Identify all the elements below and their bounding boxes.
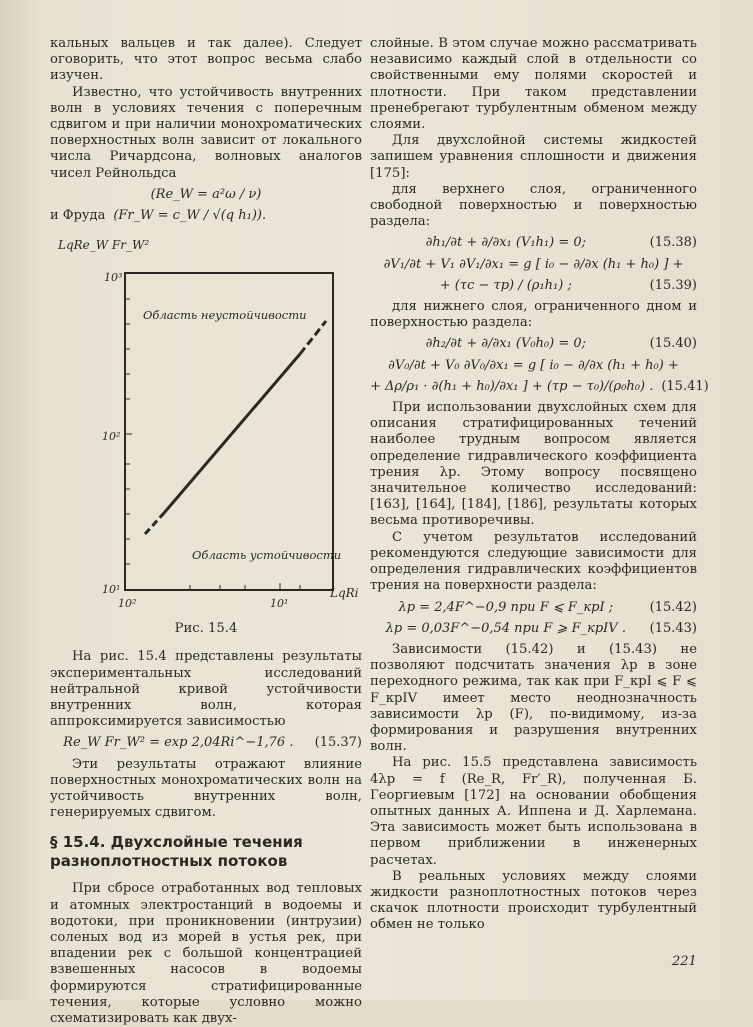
paragraph: Известно, что устойчивость внутренних волн в условиях течения с поперечным сдвигом и при наличии монохроматических поверхностных волн зависит от локального числа Ричардсона, волновых аналогов чисел Рейнольдса	[50, 84, 362, 181]
y-tick-label: 10³	[104, 271, 123, 285]
paragraph: Эти результаты отражают влияние поверхностных монохроматических волн на устойчивость внутренних волн, генерируемых сдвигом.	[50, 756, 362, 821]
equation-body: ∂V₁/∂t + V₁ ∂V₁/∂x₁ = g [ i₀ − ∂/∂x (h₁ + h₀) ] +	[383, 256, 684, 272]
equation	[50, 735, 362, 751]
equation-body: ∂h₂/∂t + ∂/∂x₁ (V₀h₀) = 0;	[425, 336, 587, 352]
equation-body: (Re_W = a²ω / ν)	[150, 186, 262, 202]
equation-body: ∂V₀/∂t + V₀ ∂V₀/∂x₁ = g [ i₀ − ∂/∂x (h₁ + h₀) +	[388, 357, 679, 373]
equation	[370, 336, 697, 352]
figure-caption: Рис. 15.4	[174, 621, 238, 637]
x-minor-ticks	[190, 583, 300, 590]
equation-number: (15.43)	[649, 620, 697, 636]
y-tick-label: 10¹	[102, 583, 121, 597]
stable-region-label: Область устойчивости	[192, 548, 342, 563]
paragraph: для верхнего слоя, ограниченного свободной поверхностью и поверхностью раздела:	[370, 181, 697, 230]
neutral-curve	[164, 354, 300, 513]
equation	[370, 235, 697, 251]
equation-body: λр = 0,03F^−0,54 при F ⩾ F_крIV .	[385, 620, 626, 636]
stability-chart	[50, 229, 362, 649]
equation-number: (15.39)	[649, 277, 697, 293]
y-axis-label: LqRe_W Fr_W²	[58, 238, 150, 253]
left-column	[50, 36, 362, 1027]
paragraph: При сбросе отработанных вод тепловых и атомных электростанций в водоемы и водотоки, при проникновении (интрузии) соленых вод из морей в устья рек, при впадении рек с большой концентрацией взвешенных насосов в водоемы формируются стратифицированные течения, которые условно можно схематизировать как двух-	[50, 881, 362, 1027]
equation-body: + Δρ/ρ₁ · ∂(h₁ + h₀)/∂x₁ ] + (τр − τ₀)/(ρ₀h₀) .	[370, 378, 654, 394]
equation-number: (15.40)	[649, 336, 697, 352]
x-tick-label: 10¹	[270, 597, 289, 611]
equation-body: λр = 2,4F^−0,9 при F ⩽ F_крI ;	[398, 599, 614, 615]
paragraph: На рис. 15.5 представлена зависимость 4λр = f (Re_R, Fr′_R), полученная Б. Георгиевым [172] на основании обобщения опытных данных А. Иппена и Д. Харлемана. Эта зависимость может быть использована в первом приближении в инженерных расчетах.	[370, 755, 697, 868]
equation-body: ∂h₁/∂t + ∂/∂x₁ (V₁h₁) = 0;	[425, 235, 587, 251]
equation	[370, 600, 697, 616]
equation-number: (15.38)	[649, 235, 697, 251]
unstable-region-label: Область неустойчивости	[143, 308, 307, 323]
equation-intro: и Фруда	[50, 208, 106, 224]
equation-body: Re_W Fr_W² = exp 2,04Ri^−1,76 .	[63, 735, 294, 751]
paragraph: В реальных условиях между слоями жидкости разноплотностных потоков через скачок плотности происходит турбулентный обмен не только	[370, 868, 697, 933]
neutral-curve-dashed	[145, 513, 164, 534]
equation	[370, 257, 697, 273]
equation-body: + (τc − τр) / (ρ₁h₁) ;	[439, 277, 572, 293]
paragraph: Зависимости (15.42) и (15.43) не позволяют подсчитать значения λр в зоне переходного режима, так как при F_крI ⩽ F ⩽ F_крIV имеет место неоднозначность зависимости λр (F), по-видимому, из-за формирования и разрушения внутренних волн.	[370, 641, 697, 755]
paragraph: На рис. 15.4 представлены результаты экспериментальных исследований нейтральной кривой устойчивости внутренних волн, которая аппроксимируется зависимостью	[50, 649, 362, 730]
x-tick-label: 10²	[118, 597, 137, 611]
paragraph: слойные. В этом случае можно рассматривать независимо каждый слой в отдельности со свойственными ему полями скоростей и плотности. При таком представлении пренебрегают турбулентным обменом между слоями.	[370, 36, 697, 133]
paragraph: Для двухслойной системы жидкостей запишем уравнения сплошности и движения [175]:	[370, 133, 697, 181]
paragraph: для нижнего слоя, ограниченного дном и поверхностью раздела:	[370, 299, 697, 331]
right-column	[370, 36, 709, 934]
section-heading: § 15.4. Двухслойные течения разноплотностных потоков	[50, 833, 303, 871]
page-number: 221	[672, 954, 697, 969]
neutral-curve-dashed	[300, 321, 326, 354]
y-tick-label: 10²	[102, 430, 121, 444]
equation-body: (Fr_W = c_W / √(q h₁)).	[113, 208, 267, 224]
equation	[50, 208, 362, 224]
x-axis-label: LqRi	[330, 586, 359, 601]
equation-number: (15.37)	[314, 735, 362, 751]
y-minor-ticks	[125, 299, 132, 564]
equation	[50, 187, 362, 203]
equation	[370, 358, 697, 374]
equation-number: (15.41)	[661, 378, 709, 394]
figure-15-4	[50, 229, 362, 649]
paragraph: При использовании двухслойных схем для описания стратифицированных течений наиболее трудным вопросом является определение гидравлического коэффициента трения λр. Этому вопросу посвящено значительное количество исследований: [163], [164], [184], [186], результаты которых весьма противоречивы.	[370, 400, 697, 529]
paragraph: кальных вальцев и так далее). Следует оговорить, что этот вопрос весьма слабо изучен.	[50, 36, 362, 84]
equation-number: (15.42)	[649, 599, 697, 615]
equation	[370, 378, 709, 395]
equation	[370, 621, 697, 637]
paragraph: С учетом результатов исследований рекомендуются следующие зависимости для определения гидравлических коэффициентов трения на поверхности раздела:	[370, 529, 697, 594]
equation	[370, 278, 697, 294]
